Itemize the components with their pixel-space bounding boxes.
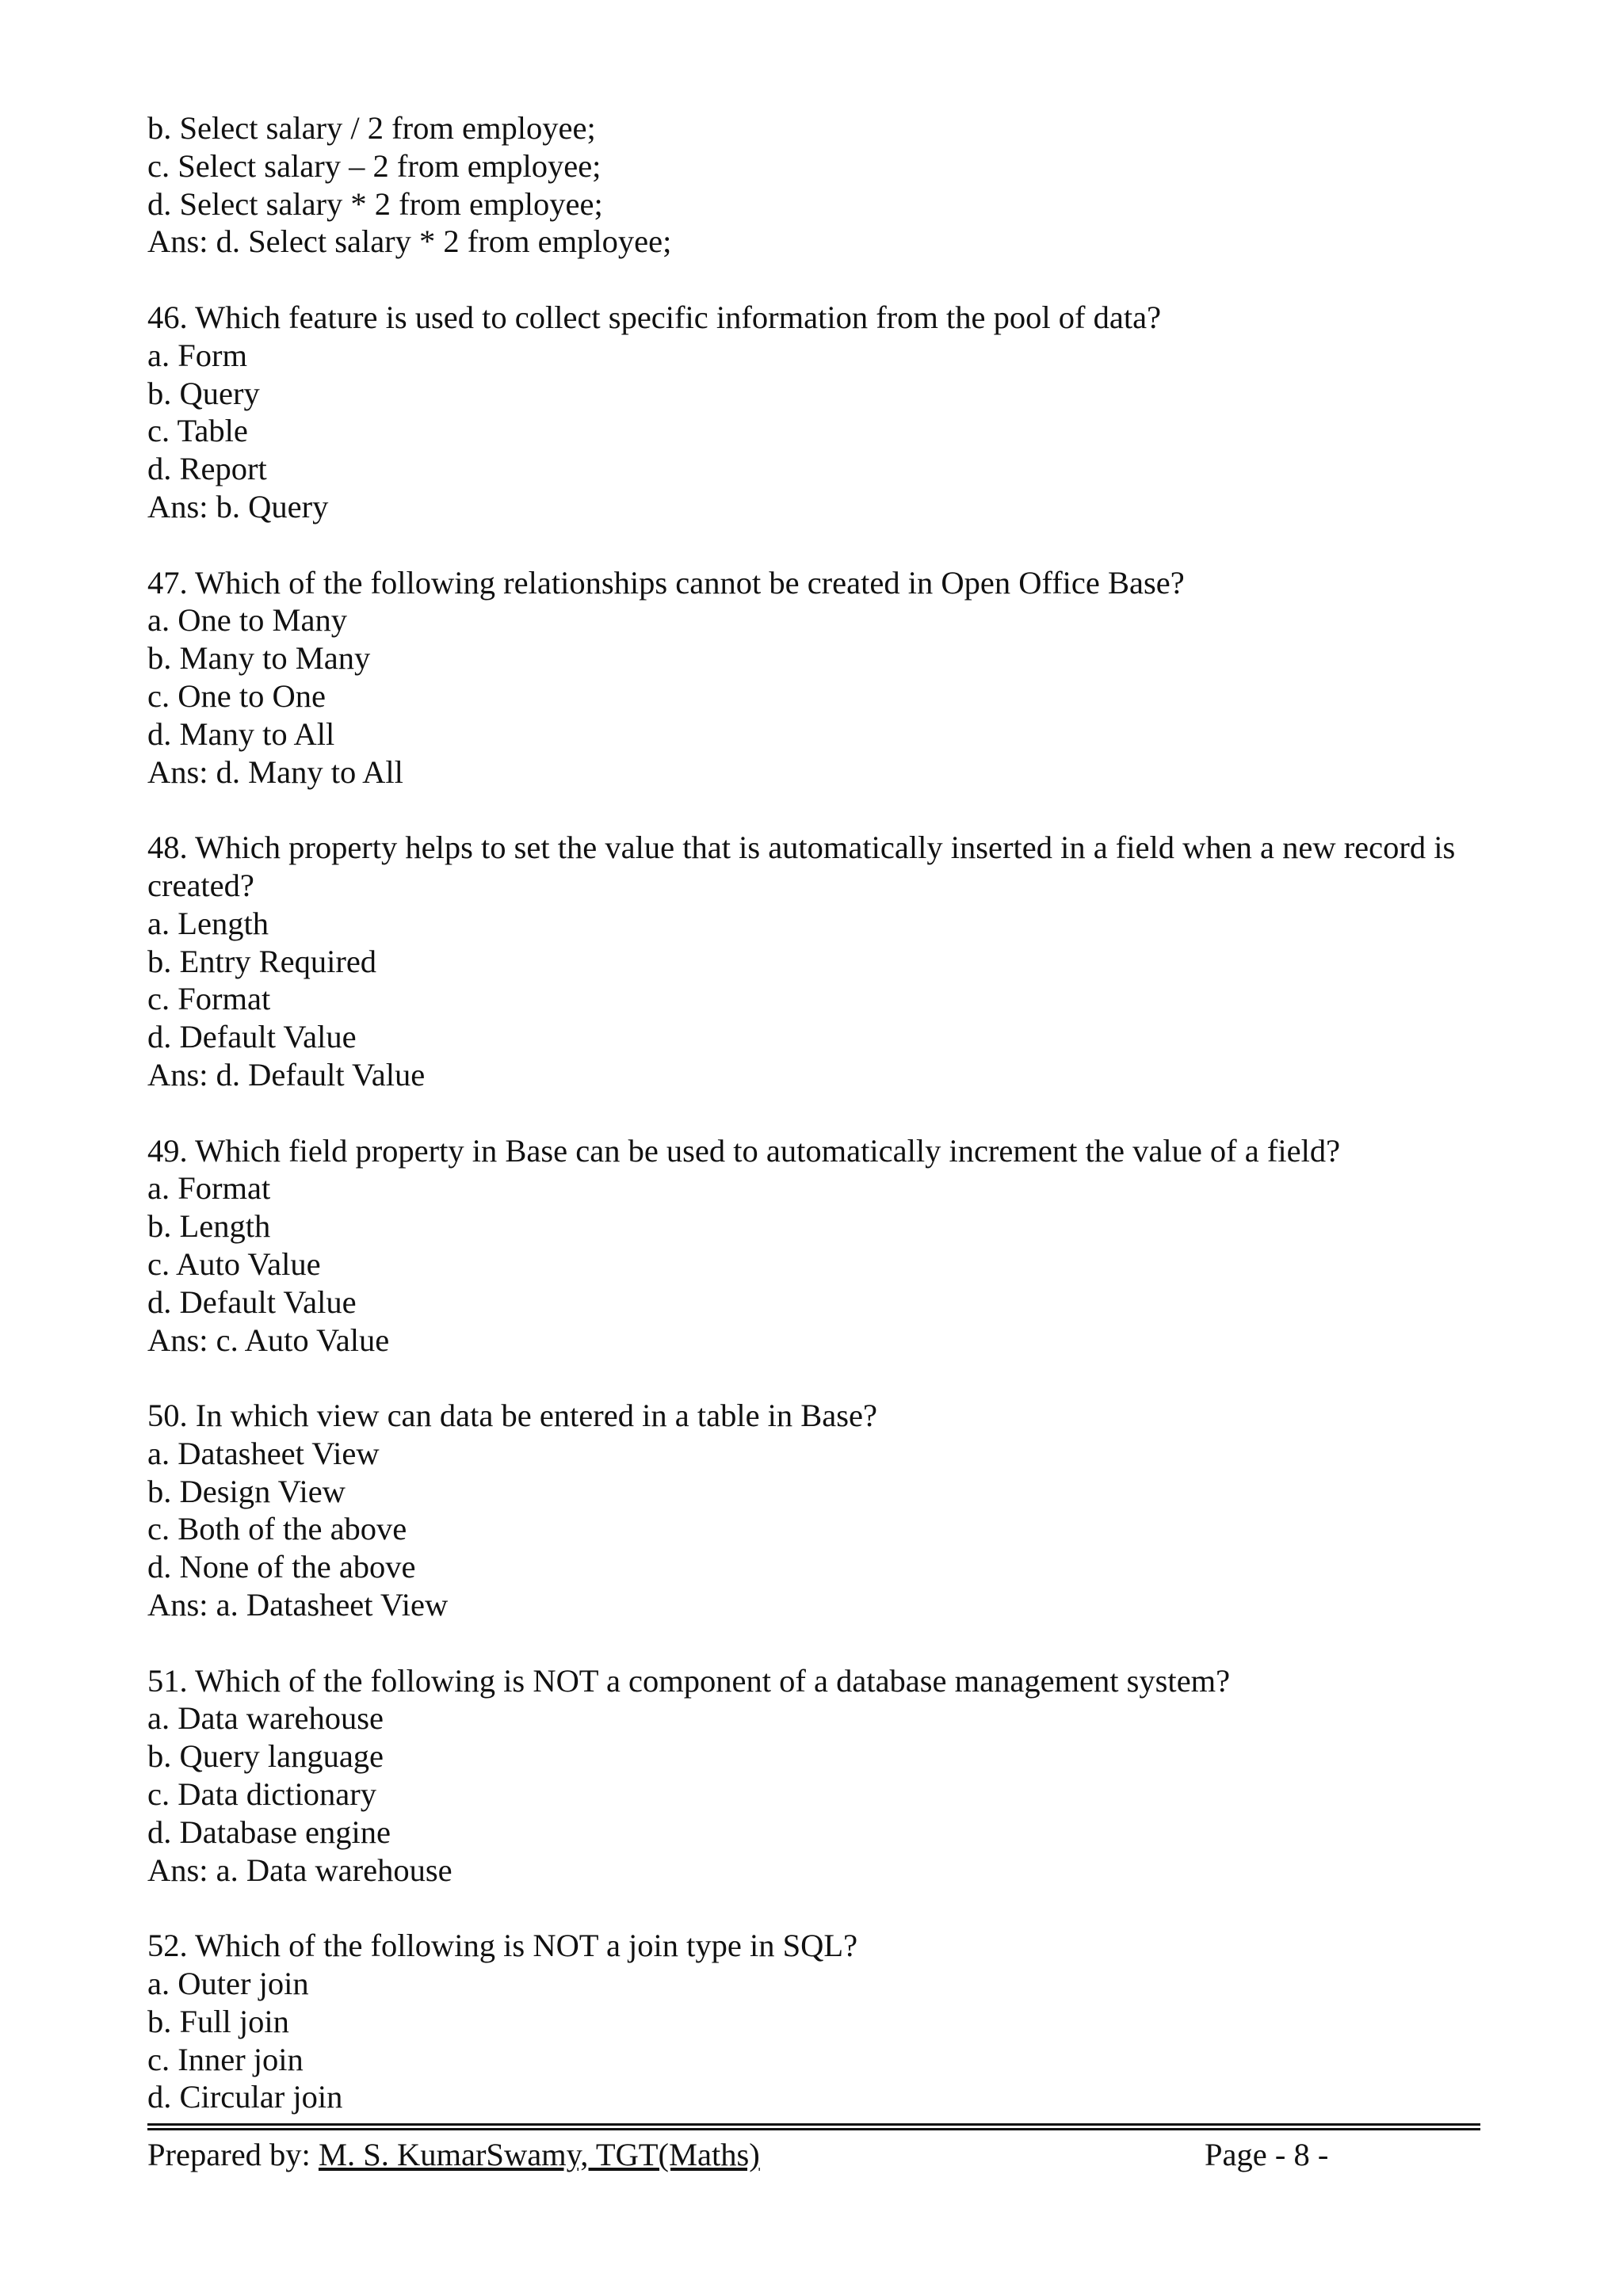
question-text: 46. Which feature is used to collect specific information from the pool of data? <box>147 299 1162 335</box>
option: b. Full join <box>147 2003 289 2039</box>
question-49 <box>147 1132 1495 1360</box>
option: c. Both of the above <box>147 1511 407 1547</box>
question-text: 48. Which property helps to set the value that is automatically inserted in a field when a new record is created? <box>147 830 1464 903</box>
question-text: 50. In which view can data be entered in a table in Base? <box>147 1398 877 1434</box>
question-text: 49. Which field property in Base can be used to automatically increment the value of a field? <box>147 1132 1341 1169</box>
answer: Ans: a. Data warehouse <box>147 1852 453 1888</box>
option: b. Entry Required <box>147 943 377 979</box>
question-continuation <box>147 109 1495 261</box>
option: c. Data dictionary <box>147 1776 376 1813</box>
option: a. Outer join <box>147 1966 309 2002</box>
question-text: 47. Which of the following relationships cannot be created in Open Office Base? <box>147 564 1185 601</box>
option: d. Database engine <box>147 1814 391 1850</box>
option: a. Length <box>147 905 269 941</box>
option: c. Auto Value <box>147 1245 321 1282</box>
answer: Ans: d. Many to All <box>147 753 403 790</box>
answer: Ans: c. Auto Value <box>147 1322 390 1358</box>
option: d. Default Value <box>147 1283 357 1320</box>
option: b. Query language <box>147 1738 384 1775</box>
option: a. Datasheet View <box>147 1435 380 1471</box>
option: d. Select salary * 2 from employee; <box>147 185 603 222</box>
option: a. Form <box>147 337 247 373</box>
document-page <box>147 109 1495 2154</box>
question-47 <box>147 564 1495 791</box>
answer: Ans: d. Select salary * 2 from employee; <box>147 223 672 260</box>
answer: Ans: a. Datasheet View <box>147 1587 449 1623</box>
question-text: 52. Which of the following is NOT a join type in SQL? <box>147 1928 858 1964</box>
prepared-label: Prepared by: <box>147 2137 319 2172</box>
option: b. Many to Many <box>147 640 371 677</box>
option: a. One to Many <box>147 602 347 639</box>
option: a. Data warehouse <box>147 1700 384 1737</box>
option: d. None of the above <box>147 1549 416 1585</box>
option: d. Circular join <box>147 2079 343 2115</box>
question-51 <box>147 1662 1495 1890</box>
option: d. Many to All <box>147 715 335 752</box>
answer: Ans: d. Default Value <box>147 1056 426 1093</box>
option: b. Query <box>147 375 260 411</box>
question-46 <box>147 299 1495 526</box>
option: c. Inner join <box>147 2041 304 2077</box>
option: a. Format <box>147 1170 271 1207</box>
option: d. Default Value <box>147 1019 357 1055</box>
option: d. Report <box>147 451 267 487</box>
answer: Ans: b. Query <box>147 488 329 524</box>
author-name: M. S. KumarSwamy, TGT(Maths) <box>318 2137 760 2172</box>
option: c. Format <box>147 981 271 1017</box>
question-52 <box>147 1927 1495 2116</box>
option: b. Design View <box>147 1473 346 1509</box>
option: b. Length <box>147 1208 271 1245</box>
option: c. One to One <box>147 677 326 714</box>
footer-divider <box>147 2123 1480 2130</box>
option: c. Select salary – 2 from employee; <box>147 147 601 184</box>
option: c. Table <box>147 413 248 449</box>
question-48 <box>147 829 1495 1094</box>
option: b. Select salary / 2 from employee; <box>147 110 596 146</box>
footer-credit <box>147 2136 760 2174</box>
question-50 <box>147 1397 1495 1624</box>
question-text: 51. Which of the following is NOT a component of a database management system? <box>147 1662 1231 1699</box>
page-number: Page - 8 - <box>1205 2137 1329 2172</box>
